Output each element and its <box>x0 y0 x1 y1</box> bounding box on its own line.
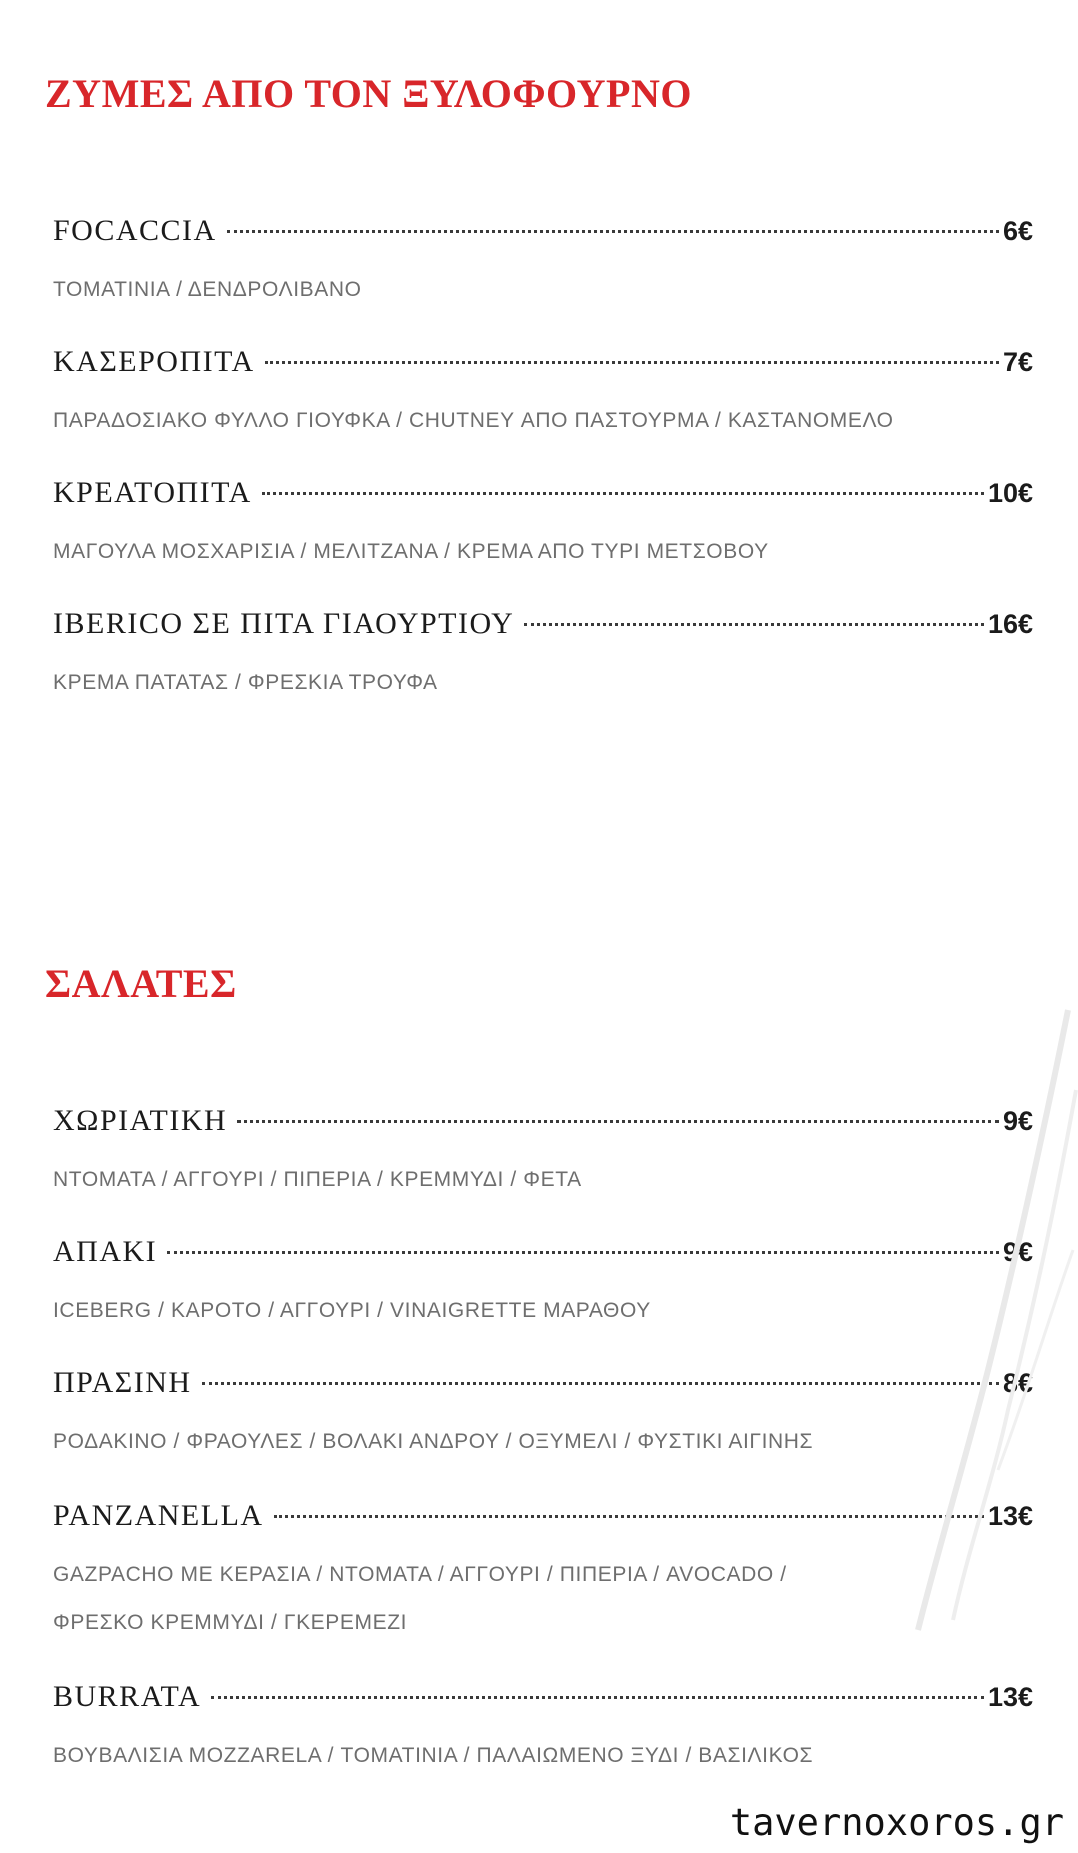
menu-item-kreatopita <box>53 476 1033 576</box>
item-name: FOCACCIA <box>53 214 217 247</box>
dot-leader <box>202 1382 999 1385</box>
menu-item-focaccia <box>53 214 1033 314</box>
menu-item-choriatiki <box>53 1104 1033 1204</box>
description-line: ΚΡΕΜΑ ΠΑΤΑΤΑΣ / ΦΡΕΣΚΙΑ ΤΡΟΥΦΑ <box>53 671 438 694</box>
item-name: PANZANELLA <box>53 1499 264 1532</box>
menu-item-apaki <box>53 1235 1033 1335</box>
menu-item-panzanella <box>53 1499 1033 1647</box>
dot-leader <box>524 623 984 626</box>
description-line: ICEBERG / ΚΑΡΟΤΟ / ΑΓΓΟΥΡΙ / VINAIGRETTE ΜΑΡΑΘΟΥ <box>53 1299 651 1322</box>
item-name: ΧΩΡΙΑΤΙΚΗ <box>53 1104 228 1137</box>
menu-item-kaseropita <box>53 345 1033 445</box>
brush-stroke-decoration <box>898 990 1078 1640</box>
item-price: 9€ <box>1002 1106 1033 1136</box>
site-watermark: tavernoxoros.gr <box>724 1797 1070 1849</box>
description-line: ΦΡΕΣΚΟ ΚΡΕΜΜΥΔΙ / ΓΚΕΡΕΜΕΖΙ <box>53 1611 408 1634</box>
item-price: 13€ <box>987 1682 1033 1712</box>
item-price: 9€ <box>1002 1237 1033 1267</box>
item-price: 6€ <box>1002 216 1033 246</box>
dot-leader <box>227 230 999 233</box>
item-name: ΑΠΑΚΙ <box>53 1235 158 1268</box>
item-name: BURRATA <box>53 1680 202 1713</box>
menu-item-prasini <box>53 1366 1033 1466</box>
dot-leader <box>167 1251 999 1254</box>
description-line: ΝΤΟΜΑΤΑ / ΑΓΓΟΥΡΙ / ΠΙΠΕΡΙΑ / ΚΡΕΜΜΥΔΙ / ΦΕΤΑ <box>53 1168 582 1191</box>
item-name: ΠΡΑΣΙΝΗ <box>53 1366 192 1399</box>
item-description <box>53 1732 1033 1780</box>
section-title-salads: ΣΑΛΑΤΕΣ <box>45 961 237 1006</box>
dot-leader <box>274 1515 984 1518</box>
dot-leader <box>262 492 984 495</box>
item-name: IBERICO ΣΕ ΠΙΤΑ ΓΙΑΟΥΡΤΙΟΥ <box>53 607 515 640</box>
item-price: 7€ <box>1002 347 1033 377</box>
item-price: 8€ <box>1002 1368 1033 1398</box>
item-description <box>53 1287 1033 1335</box>
description-line: ΒΟΥΒΑΛΙΣΙΑ MOZZARELA / ΤΟΜΑΤΙΝΙΑ / ΠΑΛΑΙΩΜΕΝΟ ΞΥΔΙ / ΒΑΣΙΛΙΚΟΣ <box>53 1744 814 1767</box>
section-title-wood-oven: ΖΥΜΕΣ ΑΠΟ ΤΟΝ ΞΥΛΟΦΟΥΡΝΟ <box>45 71 692 116</box>
item-name: ΚΑΣΕΡΟΠΙΤΑ <box>53 345 255 378</box>
dot-leader <box>265 361 999 364</box>
item-description <box>53 397 1033 445</box>
dot-leader <box>237 1120 999 1123</box>
description-line: ΤΟΜΑΤΙΝΙΑ / ΔΕΝΔΡΟΛΙΒΑΝΟ <box>53 278 362 301</box>
item-description <box>53 528 1033 576</box>
item-price: 13€ <box>987 1501 1033 1531</box>
menu-item-iberico <box>53 607 1033 707</box>
description-line: ΜΑΓΟΥΛΑ ΜΟΣΧΑΡΙΣΙΑ / ΜΕΛΙΤΖΑΝΑ / ΚΡΕΜΑ ΑΠΟ ΤΥΡΙ ΜΕΤΣΟΒΟΥ <box>53 540 769 563</box>
dot-leader <box>211 1696 984 1699</box>
description-line: GAZPACHO ΜΕ ΚΕΡΑΣΙΑ / ΝΤΟΜΑΤΑ / ΑΓΓΟΥΡΙ / ΠΙΠΕΡΙΑ / AVOCADO / <box>53 1563 787 1586</box>
item-description <box>53 266 1033 314</box>
item-price: 10€ <box>987 478 1033 508</box>
item-name: ΚΡΕΑΤΟΠΙΤΑ <box>53 476 252 509</box>
item-description <box>53 659 1033 707</box>
item-description <box>53 1551 1033 1647</box>
item-price: 16€ <box>987 609 1033 639</box>
item-description <box>53 1418 1033 1466</box>
menu-item-burrata <box>53 1680 1033 1780</box>
item-description <box>53 1156 1033 1204</box>
description-line: ΡΟΔΑΚΙΝΟ / ΦΡΑΟΥΛΕΣ / ΒΟΛΑΚΙ ΑΝΔΡΟΥ / ΟΞΥΜΕΛΙ / ΦΥΣΤΙΚΙ ΑΙΓΙΝΗΣ <box>53 1430 814 1453</box>
description-line: ΠΑΡΑΔΟΣΙΑΚΟ ΦΥΛΛΟ ΓΙΟΥΦΚΑ / CHUTNEY ΑΠΟ ΠΑΣΤΟΥΡΜΑ / ΚΑΣΤΑΝΟΜΕΛΟ <box>53 409 894 432</box>
